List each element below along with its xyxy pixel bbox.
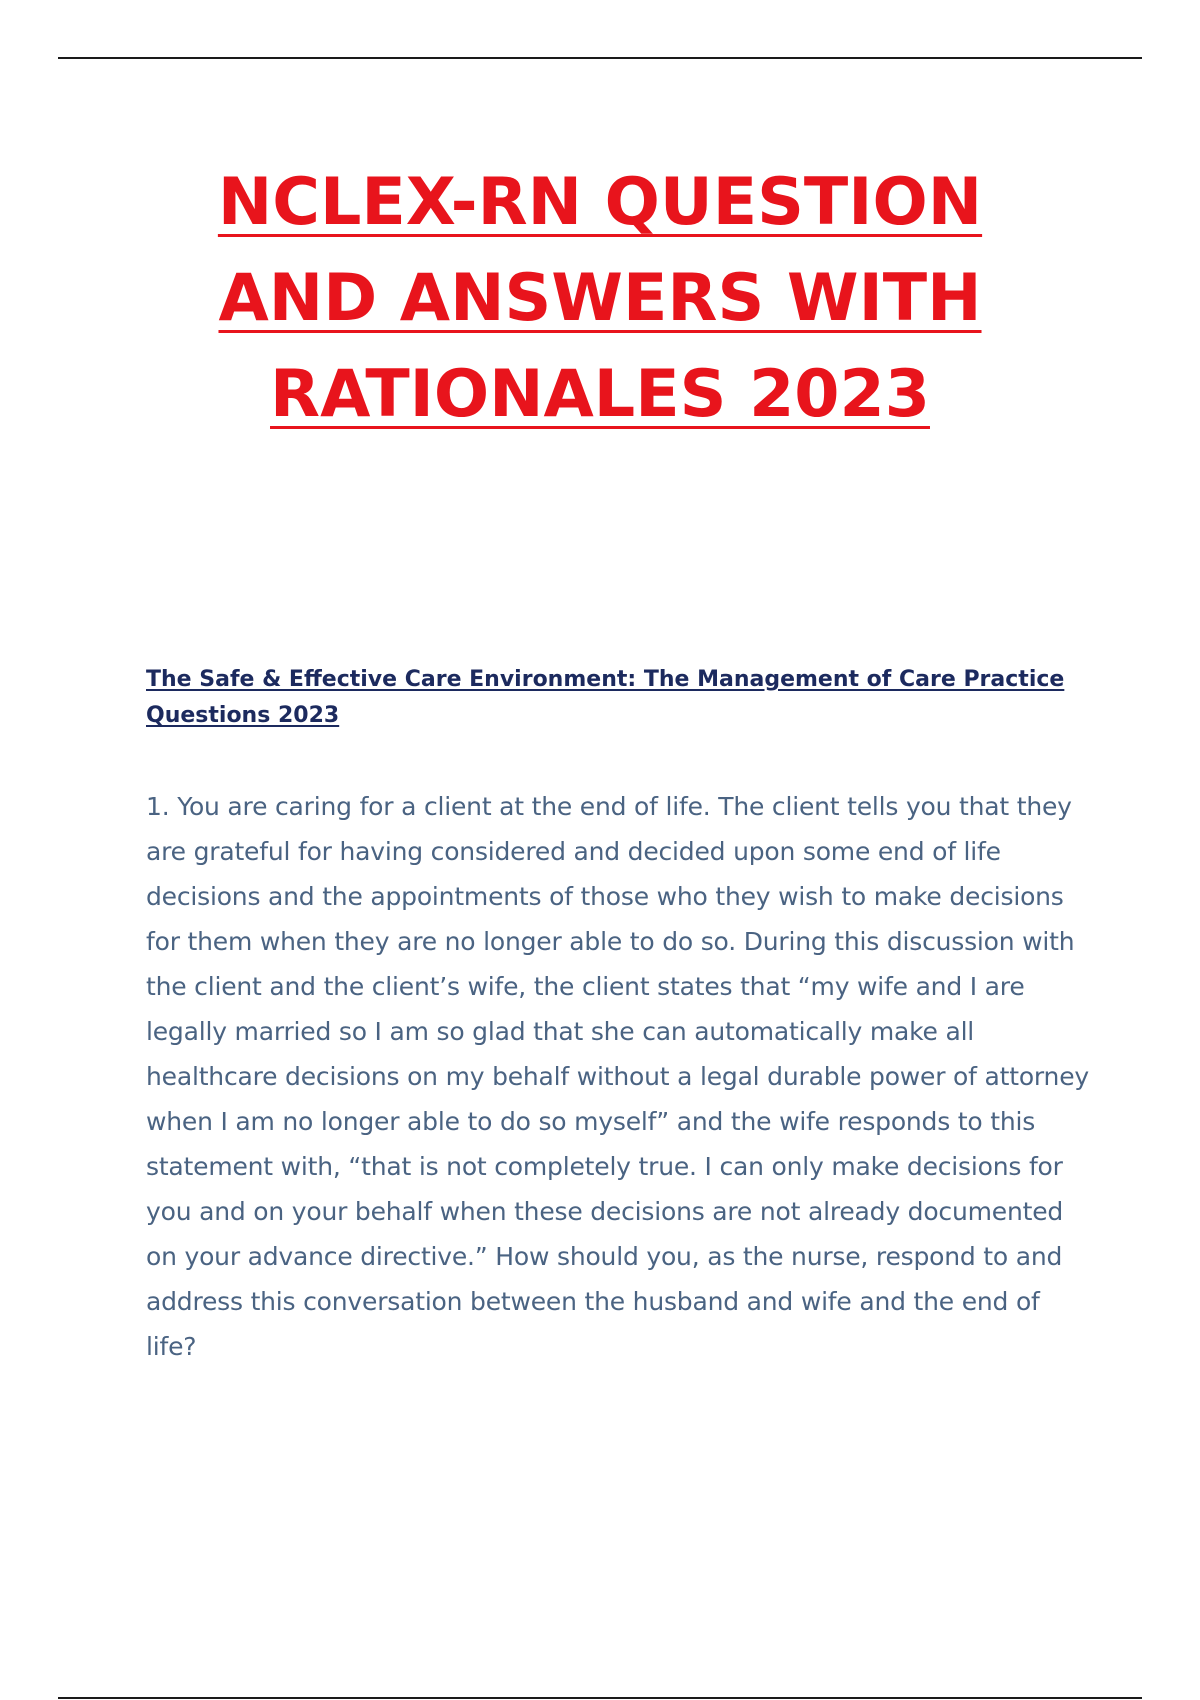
bottom-rule [58, 1697, 1142, 1699]
question-1-text: 1. You are caring for a client at the end of life. The client tells you that they are grateful for having considered and decided upon some end of life decisions and the appointments of those who they wish to make decisions for them when they are no longer able to do so. During this discussion with the client and the client’s wife, the client states that “my wife and I are legally married so I am so glad that she can automatically make all healthcare decisions on my behalf without a legal durable power of attorney when I am no longer able to do so myself” and the wife responds to this statement with, “that is not completely true. I can only make decisions for you and on your behalf when these decisions are not already documented on your advance directive.” How should you, as the nurse, respond to and address this conversation between the husband and wife and the end of life? [146, 792, 1089, 1361]
title-line-3: RATIONALES 2023 [270, 357, 930, 432]
top-rule [58, 57, 1142, 59]
section-heading: The Safe & Effective Care Environment: The Management of Care Practice Questions 2023 [146, 667, 1065, 728]
document-title [0, 155, 1200, 443]
title-line-2: AND ANSWERS WITH [218, 261, 982, 336]
title-line-1: NCLEX-RN QUESTION [217, 165, 983, 240]
